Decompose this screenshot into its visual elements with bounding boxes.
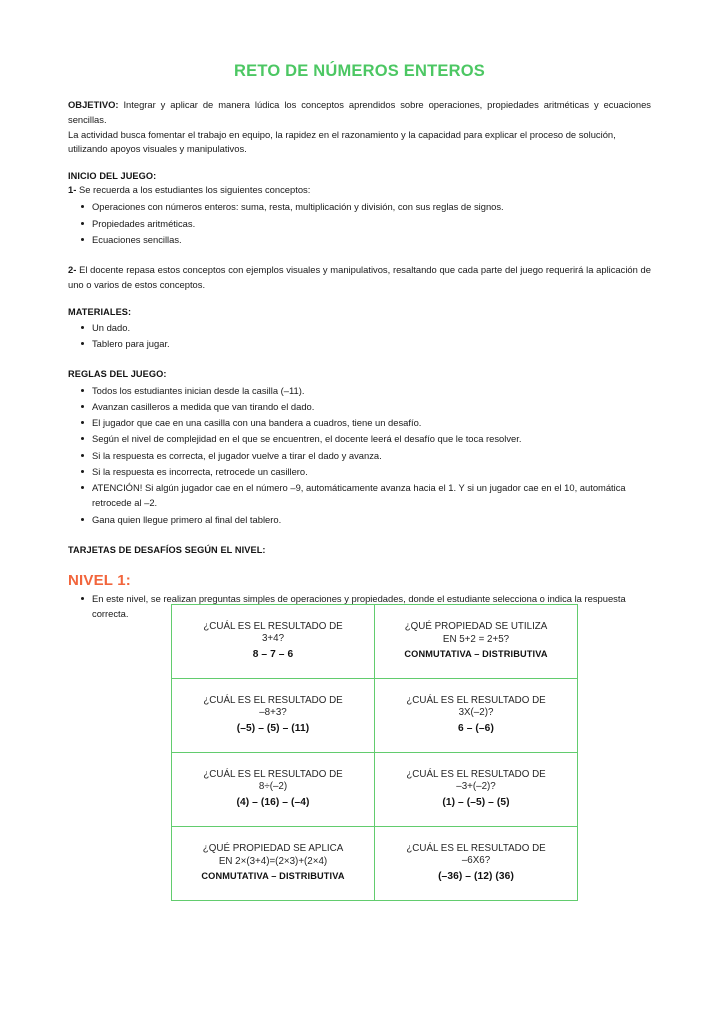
list-item	[68, 383, 651, 398]
objective-paragraph	[68, 98, 651, 128]
list-item	[68, 216, 651, 231]
challenge-answer: CONMUTATIVA – DISTRIBUTIVA	[404, 648, 548, 659]
list-item	[68, 232, 651, 247]
list-item	[68, 448, 651, 463]
spacer	[68, 157, 651, 169]
challenge-question-line-2: EN 2×(3+4)=(2×3)+(2×4)	[218, 855, 328, 867]
inicio-step-1-number: 1-	[68, 184, 77, 196]
challenge-answer: (–36) – (12) (36)	[438, 871, 514, 883]
challenge-card[interactable]	[172, 605, 375, 679]
tarjetas-heading: TARJETAS DE DESAFÍOS SEGÚN EL NIVEL:	[68, 544, 266, 555]
list-item-label: El jugador que cae en una casilla con una bandera a cuadros, tiene un desafío.	[92, 417, 422, 429]
page-title: RETO DE NÚMEROS ENTEROS	[234, 62, 485, 80]
list-item	[68, 415, 651, 430]
list-item-label: Según el nivel de complejidad en el que se encuentren, el docente leerá el desafío que le toca resolver.	[92, 433, 522, 445]
inicio-step-1	[68, 183, 651, 198]
table-row	[172, 679, 578, 753]
inicio-heading: INICIO DEL JUEGO:	[68, 171, 157, 182]
challenge-question-line-1: ¿CUÁL ES EL RESULTADO DE	[406, 768, 546, 780]
list-item-label: Gana quien llegue primero al final del tablero.	[92, 513, 282, 525]
inicio-step-2-text: El docente repasa estos conceptos con ejemplos visuales y manipulativos, resaltando que cada parte del juego requerirá la aplicación de uno o varios de estos conceptos.	[68, 264, 651, 290]
level-1-title: NIVEL 1:	[68, 572, 132, 590]
challenge-answer: CONMUTATIVA – DISTRIBUTIVA	[201, 870, 345, 881]
challenge-question-line-1: ¿QUÉ PROPIEDAD SE APLICA	[202, 843, 344, 855]
challenge-question-line-2: EN 5+2 = 2+5?	[442, 633, 510, 645]
list-item	[68, 431, 651, 446]
table-row	[172, 827, 578, 901]
challenge-question-line-1: ¿CUÁL ES EL RESULTADO DE	[406, 694, 546, 706]
list-item-label: Operaciones con números enteros: suma, resta, multiplicación y división, con sus reglas de signos.	[92, 201, 504, 213]
challenge-answer: 8 – 7 – 6	[252, 649, 294, 661]
spacer	[68, 248, 651, 263]
challenge-question-line-2: –3+(–2)?	[456, 780, 496, 792]
challenge-question-line-1: ¿CUÁL ES EL RESULTADO DE	[203, 620, 343, 632]
spacer	[68, 557, 651, 572]
list-item-label: Si la respuesta es incorrecta, retrocede un casillero.	[92, 465, 308, 477]
list-item-label: Si la respuesta es correcta, el jugador vuelve a tirar el dado y avanza.	[92, 449, 382, 461]
list-item	[68, 399, 651, 414]
objective-label-suffix: :	[115, 98, 119, 110]
challenge-answer: (1) – (–5) – (5)	[442, 797, 510, 809]
list-item	[68, 464, 651, 479]
list-item	[68, 320, 651, 335]
challenge-cards-table	[171, 604, 578, 901]
challenge-question-line-1: ¿CUÁL ES EL RESULTADO DE	[203, 768, 343, 780]
challenge-answer: (–5) – (5) – (11)	[236, 723, 310, 735]
challenge-answer: 6 – (–6)	[458, 723, 494, 735]
objective-text: Integrar y aplicar de manera lúdica los conceptos aprendidos sobre operaciones, propiedades aritméticas y ecuaciones sencillas.	[68, 98, 651, 125]
table-row	[172, 753, 578, 827]
inicio-concept-list	[68, 199, 651, 247]
inicio-step-1-text: Se recuerda a los estudiantes los siguientes conceptos:	[76, 184, 311, 196]
challenge-question-line-2: 8÷(–2)	[258, 780, 288, 792]
list-item-label: Ecuaciones sencillas.	[92, 233, 182, 245]
challenge-question-line-2: –8+3?	[259, 706, 287, 718]
list-item-label: Avanzan casilleros a medida que van tirando el dado.	[92, 400, 315, 412]
spacer	[68, 293, 651, 305]
challenge-question-line-1: ¿QUÉ PROPIEDAD SE UTILIZA	[404, 621, 548, 633]
list-item	[68, 336, 651, 351]
challenge-question-line-2: 3X(–2)?	[458, 706, 494, 718]
challenge-card[interactable]	[172, 679, 375, 753]
challenge-card[interactable]	[375, 605, 578, 679]
challenge-question-line-1: ¿CUÁL ES EL RESULTADO DE	[203, 694, 343, 706]
challenge-answer: (4) – (16) – (–4)	[236, 797, 310, 809]
table-row	[172, 605, 578, 679]
materiales-heading: MATERIALES:	[68, 306, 132, 317]
challenge-card[interactable]	[375, 679, 578, 753]
challenge-card[interactable]	[172, 753, 375, 827]
list-item	[68, 199, 651, 214]
reglas-list	[68, 383, 651, 527]
list-item-label: En este nivel, se realizan preguntas simples de operaciones y propiedades, donde el estudiante selecciona o indica la respuesta correcta.	[92, 593, 626, 620]
list-item-label: Un dado.	[92, 322, 131, 334]
list-item	[68, 480, 651, 510]
spacer	[68, 528, 651, 543]
spacer	[68, 352, 651, 367]
reglas-heading: REGLAS DEL JUEGO:	[68, 369, 167, 380]
list-item-label: Todos los estudiantes inician desde la casilla (–11).	[92, 384, 305, 396]
list-item	[68, 512, 651, 527]
challenge-card[interactable]	[375, 827, 578, 901]
challenge-question-line-1: ¿CUÁL ES EL RESULTADO DE	[406, 842, 546, 854]
inicio-step-2	[68, 263, 651, 293]
list-item-label: ATENCIÓN! Si algún jugador cae en el número –9, automáticamente avanza hacia el 1. Y si un jugador cae en el 10, automática retrocede al –2.	[92, 482, 626, 509]
challenge-cards-grid	[171, 604, 551, 901]
challenge-card[interactable]	[172, 827, 375, 901]
inicio-step-2-number: 2-	[68, 264, 77, 276]
list-item-label: Propiedades aritméticas.	[92, 217, 196, 229]
document-content	[68, 62, 651, 623]
challenge-question-line-2: 3+4?	[261, 632, 285, 644]
challenge-question-line-2: –6X6?	[461, 854, 491, 866]
objective-paragraph-2: La actividad busca fomentar el trabajo en equipo, la rapidez en el razonamiento y la capacidad para explicar el proceso de solución, utilizando apoyos visuales y manipulativos.	[68, 128, 616, 155]
materiales-list	[68, 320, 651, 351]
objective-label: OBJETIVO	[68, 98, 116, 110]
challenge-card[interactable]	[375, 753, 578, 827]
list-item-label: Tablero para jugar.	[92, 338, 170, 350]
